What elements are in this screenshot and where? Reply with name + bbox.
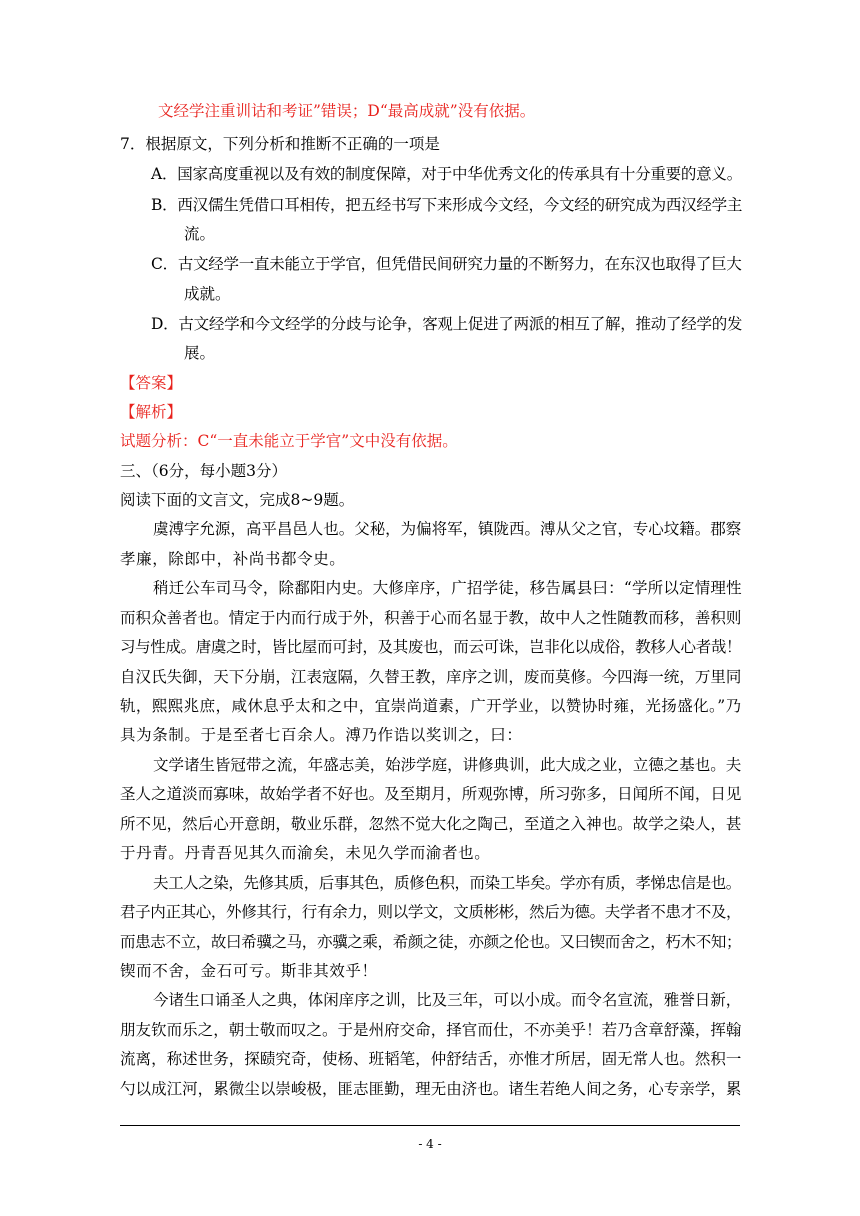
passage-line: 轨，熙熙兆庶，咸休息乎太和之中，宜崇尚道素，广开学业，以赞协时雍，光扬盛化。”乃 (120, 697, 742, 715)
q7-stem: 7．根据原文，下列分析和推断不正确的一项是 (120, 135, 440, 153)
passage-line: 圣人之道淡而寡味，故始学者不好也。及至期月，所观弥博，所习弥多，日闻所不闻，日见 (120, 785, 742, 803)
q7-option-c: C．古文经学一直未能立于学官，但凭借民间研究力量的不断努力，在东汉也取得了巨大 (151, 255, 742, 273)
passage-line: 锲而不舍，金石可亏。斯非其效乎！ (120, 962, 378, 980)
passage-line: 稍迁公车司马令，除鄱阳内史。大修庠序，广招学徒，移告属县曰：“学所以定情理性 (153, 579, 742, 597)
section-heading: 三、（6分，每小题3分） (120, 462, 287, 480)
passage-line: 虞溥字允源，高平昌邑人也。父秘，为偏将军，镇陇西。溥从父之官，专心坟籍。郡察 (153, 520, 742, 538)
passage-line: 具为条制。于是至者七百余人。溥乃作诰以奖训之，曰： (120, 726, 523, 744)
passage-line: 于丹青。丹青吾见其久而渝矣，未见久学而渝者也。 (120, 844, 491, 862)
answer-label: 【答案】 (120, 374, 183, 392)
q7-option-b: B．西汉儒生凭借口耳相传，把五经书写下来形成今文经，今文经的研究成为西汉经学主 (151, 196, 743, 214)
analysis-label: 【解析】 (120, 403, 183, 421)
page-number: - 4 - (418, 1137, 442, 1151)
section-instruction: 阅读下面的文言文，完成8~9题。 (120, 491, 355, 509)
passage-line: 夫工人之染，先修其质，后事其色，质修色积，而染工毕矣。学亦有质，孝悌忠信是也。 (153, 874, 741, 892)
q7-option-a: A．国家高度重视以及有效的制度保障，对于中华优秀文化的传承具有十分重要的意义。 (151, 165, 742, 183)
passage-line: 所不见，然后心开意朗，敬业乐群，忽然不觉大化之陶己，至道之入神也。故学之染人，甚 (120, 815, 742, 833)
footer-rule (120, 1125, 740, 1126)
passage-line: 习与性成。唐虞之时，皆比屋而可封，及其废也，而云可诛，岂非化以成俗，教移人心者哉！ (120, 638, 742, 656)
passage-line: 君子内正其心，外修其行，行有余力，则以学文，文质彬彬，然后为德。夫学者不患才不及， (120, 903, 742, 921)
passage-line: 孝廉，除郎中，补尚书都令史。 (120, 550, 346, 568)
q7-option-d-cont: 展。 (184, 344, 216, 362)
passage-line: 流离，称述世务，探赜究奇，使杨、班韬笔，仲舒结舌，亦惟才所居，固无常人也。然积一 (120, 1050, 742, 1068)
q7-option-b-cont: 流。 (184, 225, 216, 243)
q7-option-d: D．古文经学和今文经学的分歧与论争，客观上促进了两派的相互了解，推动了经学的发 (151, 315, 743, 333)
passage-line: 文学诸生皆冠带之流，年盛志美，始涉学庭，讲修典训，此大成之业，立德之基也。夫 (153, 756, 742, 774)
q6-analysis-tail: 文经学注重训诂和考证”错误；D“最高成就”没有依据。 (158, 102, 536, 120)
passage-line: 自汉氏失御，天下分崩，江表寇隔，久替王教，庠序之训，废而莫修。今四海一统，万里同 (120, 668, 742, 686)
passage-line: 而患志不立，故曰希骥之马，亦骥之乘，希颜之徒，亦颜之伦也。又曰锲而舍之，朽木不知； (120, 933, 742, 951)
passage-line: 而积众善者也。情定于内而行成于外，积善于心而名显于教，故中人之性随教而移，善积则 (120, 609, 742, 627)
passage-line: 今诸生口诵圣人之典，体闲庠序之训，比及三年，可以小成。而令名宣流，雅誉日新， (153, 991, 742, 1009)
q7-analysis: 试题分析：C“一直未能立于学官”文中没有依据。 (120, 432, 458, 450)
q7-option-c-cont: 成就。 (184, 285, 231, 303)
passage-line: 朋友钦而乐之，朝士敬而叹之。于是州府交命，择官而仕，不亦美乎！若乃含章舒藻，挥翰 (120, 1021, 742, 1039)
passage-line: 勺以成江河，累微尘以崇峻极，匪志匪勤，理无由济也。诸生若绝人间之务，心专亲学，累 (120, 1080, 742, 1098)
